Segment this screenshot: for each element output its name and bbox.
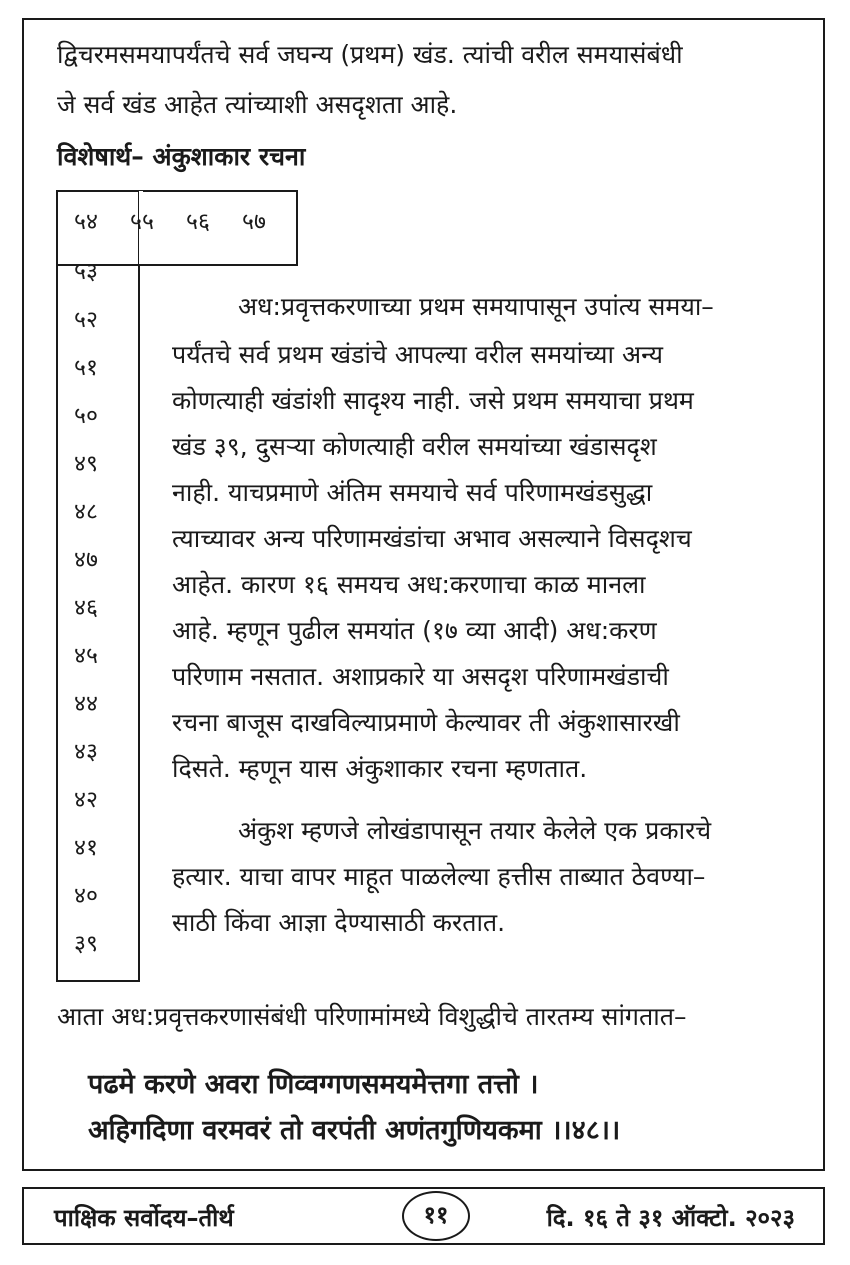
transition-line: आता अध:प्रवृत्तकरणासंबंधी परिणामांमध्ये विशुद्धीचे तारतम्य सांगतात– bbox=[57, 1002, 687, 1031]
para1-line: आहे. म्हणून पुढील समयांत (१७ व्या आदी) अध:करण bbox=[172, 616, 657, 645]
issue-date: दि. १६ ते ३१ ऑक्टो. २०२३ bbox=[546, 1204, 795, 1232]
hook-number: ४८ bbox=[74, 499, 98, 525]
publication-name: पाक्षिक सर्वोदय–तीर्थ bbox=[54, 1204, 234, 1232]
hook-number: ३९ bbox=[74, 931, 98, 957]
hook-number: ५५ bbox=[130, 209, 154, 235]
section-heading: विशेषार्थ– अंकुशाकार रचना bbox=[57, 142, 306, 171]
verse-line-1: पढमे करणे अवरा णिव्वग्गणसमयमेत्तगा तत्तो । bbox=[88, 1069, 539, 1100]
hook-number: ४३ bbox=[74, 739, 98, 765]
intro-line-2: जे सर्व खंड आहेत त्यांच्याशी असदृशता आहे. bbox=[57, 90, 458, 119]
para1-line: नाही. याचप्रमाणे अंतिम समयाचे सर्व परिणामखंडसुद्धा bbox=[172, 478, 653, 507]
para2-line: अंकुश म्हणजे लोखंडापासून तयार केलेले एक प्रकारचे bbox=[238, 816, 712, 845]
para1-line: आहेत. कारण १६ समयच अध:करणाचा काळ मानला bbox=[172, 570, 646, 599]
intro-line-1: द्विचरमसमयापर्यंतचे सर्व जघन्य (प्रथम) खंड. त्यांची वरील समयासंबंधी bbox=[57, 40, 683, 69]
para1-line: परिणाम नसतात. अशाप्रकारे या असदृश परिणामखंडाची bbox=[172, 662, 669, 691]
para2-line: साठी किंवा आज्ञा देण्यासाठी करतात. bbox=[172, 908, 506, 937]
hook-number: ५३ bbox=[74, 259, 98, 285]
para1-line: पर्यंतचे सर्व प्रथम खंडांचे आपल्या वरील समयांच्या अन्य bbox=[172, 340, 663, 369]
hook-number: ४० bbox=[74, 883, 98, 909]
hook-number: ४४ bbox=[74, 691, 98, 717]
para1-line: खंड ३९, दुसऱ्या कोणत्याही वरील समयांच्या खंडासदृश bbox=[172, 432, 657, 461]
hook-number: ४१ bbox=[74, 835, 98, 861]
para1-line: दिसते. म्हणून यास अंकुशाकार रचना म्हणतात. bbox=[172, 754, 588, 783]
hook-number: ५२ bbox=[74, 307, 98, 333]
page-number: ११ bbox=[402, 1191, 470, 1241]
hook-number: ५० bbox=[74, 403, 98, 429]
hook-number: ४७ bbox=[74, 547, 98, 573]
verse-line-2: अहिगदिणा वरमवरं तो वरपंती अणंतगुणियकमा ।।४८।। bbox=[88, 1115, 621, 1146]
para1-line: रचना बाजूस दाखविल्याप्रमाणे केल्यावर ती अंकुशासारखी bbox=[172, 708, 680, 737]
hook-number: ४६ bbox=[74, 595, 98, 621]
hook-diagram-stem bbox=[56, 190, 140, 982]
hook-number: ५४ bbox=[74, 209, 98, 235]
page-footer bbox=[22, 1187, 825, 1245]
hook-number: ५१ bbox=[74, 355, 98, 381]
hook-number: ५७ bbox=[242, 209, 266, 235]
hook-number: ४२ bbox=[74, 787, 98, 813]
para2-line: हत्यार. याचा वापर माहूत पाळलेल्या हत्तीस ताब्यात ठेवण्या– bbox=[172, 862, 706, 891]
para1-line: अध:प्रवृत्तकरणाच्या प्रथम समयापासून उपांत्य समया– bbox=[238, 292, 714, 321]
hook-number: ४९ bbox=[74, 451, 98, 477]
hook-number: ४५ bbox=[74, 643, 98, 669]
hook-number: ५६ bbox=[186, 209, 210, 235]
para1-line: कोणत्याही खंडांशी सादृश्य नाही. जसे प्रथम समयाचा प्रथम bbox=[172, 386, 694, 415]
para1-line: त्याच्यावर अन्य परिणामखंडांचा अभाव असल्याने विसदृशच bbox=[172, 524, 692, 553]
